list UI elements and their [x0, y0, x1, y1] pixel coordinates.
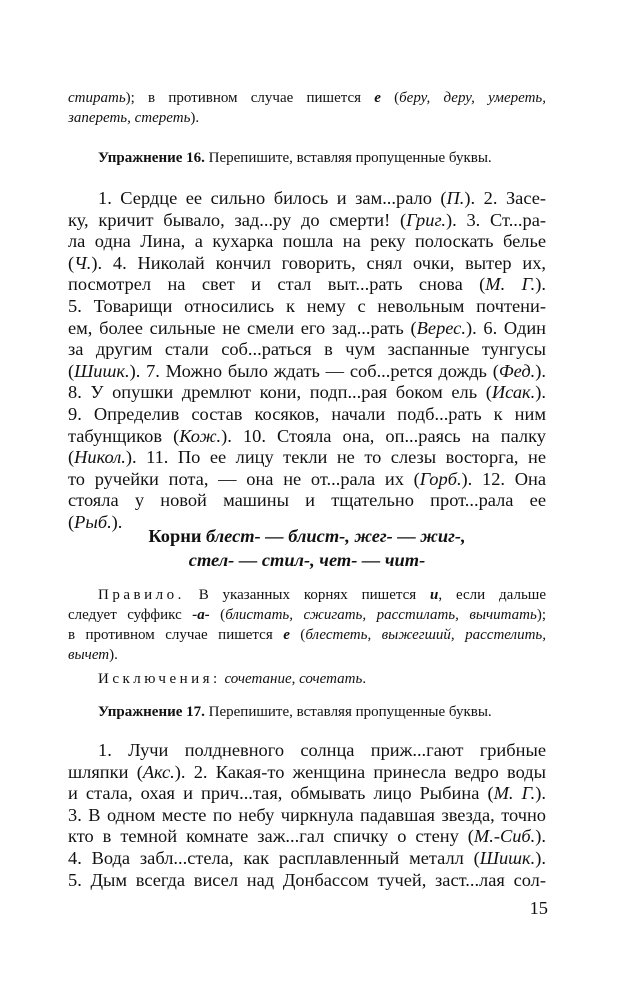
- text-line: запереть, стереть).: [68, 110, 200, 126]
- text-line: (Никол.). 11. По ее лицу текли не то слезы восторга, не: [68, 447, 546, 468]
- heading-line: Корни блест- — блист-, жег- — жиг-,: [148, 526, 466, 546]
- exercise-instruction: Перепишите, вставляя пропущенные буквы.: [208, 150, 492, 166]
- text-line: 8. У опушки дремлют кони, подп...рая боком ель (Исак.).: [68, 382, 546, 403]
- text-line: (Рыб.).: [68, 511, 123, 532]
- text-line: 1. Сердце ее сильно билось и зам...рало (П.). 2. Засе-: [98, 188, 546, 208]
- rule-block: [68, 585, 546, 689]
- text-line: и стала, охая и прич...тая, обмывать лицо Рыбина (М. Г.).: [68, 783, 546, 804]
- text-line: табунщиков (Кож.). 10. Стояла она, оп...раясь на палку: [68, 425, 546, 446]
- text-line: кто в темной комнате заж...гал спичку о стену (М.-Сиб.).: [68, 826, 546, 847]
- text-line: Правило. В указанных корнях пишется и, если дальше: [98, 587, 546, 603]
- page-number: 15: [529, 898, 548, 918]
- text-line: 9. Определив состав косяков, начали подб...рать к ним: [68, 403, 546, 424]
- rule-label: Правило.: [98, 587, 185, 603]
- text-line: вычет).: [68, 647, 118, 663]
- exceptions-label: Исключения:: [98, 671, 221, 687]
- text-line: в противном случае пишется е (блестеть, выжегший, расстелить,: [68, 627, 547, 643]
- text-line: стирать); в противном случае пишется е (беру, деру, умереть,: [68, 90, 546, 106]
- exercise-17-text: [68, 740, 546, 891]
- text-line: 1. Лучи полдневного солнца приж...гают грибные: [98, 740, 546, 760]
- exercise-16-text: [68, 188, 546, 534]
- text-line: (Ч.). 4. Николай кончил говорить, снял очки, вытер их,: [68, 252, 546, 273]
- text-line: ку, кричит бывало, зад...ру до смерти! (Григ.). 3. Ст...ра-: [68, 209, 546, 230]
- text-line: шляпки (Акс.). 2. Какая-то женщина принесла ведро воды: [68, 761, 546, 782]
- text-line: 5. Товарищи относились к нему с невольным почтени-: [68, 295, 546, 316]
- exceptions-line: Исключения: сочетание, сочетать.: [98, 671, 367, 687]
- rule-continuation: [68, 88, 546, 128]
- text-line: за другим стали соб...раться в чум заспанные тунгусы: [68, 339, 546, 360]
- exercise-instruction: Перепишите, вставляя пропущенные буквы.: [208, 704, 492, 720]
- text-line: (Шишк.). 7. Можно было ждать — соб...рется дождь (Фед.).: [68, 360, 546, 381]
- heading-line: стел- — стил-, чет- — чит-: [188, 550, 426, 570]
- exercise-number: Упражнение 17.: [98, 704, 205, 720]
- text-line: стояла у новой машины и тщательно прот...рала ее: [68, 490, 546, 511]
- text-line: посмотрел на свет и стал выт...рать снова (М. Г.).: [68, 274, 546, 295]
- text-line: следует суффикс -а- (блистать, сжигать, расстилать, вычитать);: [68, 607, 546, 623]
- exercise-number: Упражнение 16.: [98, 150, 205, 166]
- text-line: 3. В одном месте по небу чиркнула падавшая звезда, точно: [68, 804, 546, 825]
- text-line: то ручейки пота, — она не от...рала их (Горб.). 12. Она: [68, 468, 546, 489]
- text-line: 4. Вода забл...стела, как расплавленный металл (Шишк.).: [68, 847, 546, 868]
- section-heading: [68, 524, 546, 572]
- text-line: ла одна Лина, а кухарка пошла на реку полоскать белье: [68, 231, 546, 252]
- exercise-16-heading: [68, 148, 546, 168]
- exercise-17-heading: [68, 702, 546, 722]
- text-line: 5. Дым всегда висел над Донбассом тучей, заст...лая сол-: [68, 869, 546, 890]
- text-line: ем, более сильные не смели его зад...рать (Верес.). 6. Один: [68, 317, 546, 338]
